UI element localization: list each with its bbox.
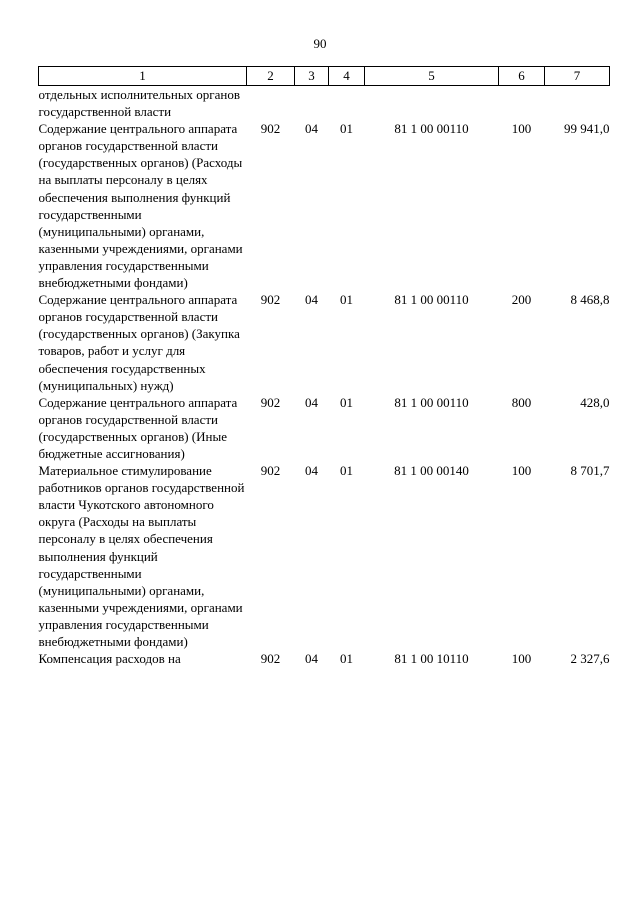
row-subsection: 01 [340, 292, 353, 308]
column-header-4: 4 [329, 67, 365, 86]
row-grbs: 902 [260, 463, 281, 479]
column-header-1: 1 [39, 67, 247, 86]
row-amount: 8 468,8 [570, 292, 610, 308]
row-amount: 428,0 [580, 394, 610, 410]
row-target-article: 81 1 00 00110 [394, 394, 469, 410]
row-expense-type: 800 [511, 394, 532, 410]
table-row [39, 650, 610, 667]
row-grbs: 902 [260, 651, 281, 667]
row-grbs: 902 [260, 394, 281, 410]
row-target-article: 81 1 00 00140 [394, 463, 469, 479]
column-header-5: 5 [365, 67, 499, 86]
continuation-text: отдельных исполнительных органов государственной власти [38, 87, 240, 120]
column-header-row [39, 67, 610, 86]
row-expense-type: 100 [511, 651, 532, 667]
column-header-7: 7 [545, 67, 610, 86]
row-section: 04 [305, 121, 318, 137]
row-section: 04 [305, 651, 318, 667]
row-target-article: 81 1 00 10110 [394, 651, 469, 667]
row-target-article: 81 1 00 00110 [394, 121, 469, 137]
table-row [39, 394, 610, 462]
row-description: Содержание центрального аппарата органов государственной власти (государственных органов) (Расходы на выплаты персоналу в целях обеспечения выполнения функций государственными (муниципальными) органами, казенными учреждениями, органами управления государственными внебюджетными фондами) [38, 121, 243, 291]
row-subsection: 01 [340, 651, 353, 667]
row-section: 04 [305, 394, 318, 410]
row-target-article: 81 1 00 00110 [394, 292, 469, 308]
budget-table [38, 66, 610, 667]
table-row [39, 291, 610, 394]
continuation-row [39, 86, 610, 121]
row-description: Содержание центрального аппарата органов государственной власти (государственных органов) (Закупка товаров, работ и услуг для обеспечения государственных (муниципальных) нужд) [38, 292, 240, 393]
row-expense-type: 200 [511, 292, 532, 308]
row-subsection: 01 [340, 121, 353, 137]
row-description: Материальное стимулирование работников органов государственной власти Чукотского автономного округа (Расходы на выплаты персоналу в целях обеспечения выполнения функций государственными (муниципальными) органами, казенными учреждениями, органами управления государственными внебюджетными фондами) [38, 463, 245, 649]
row-section: 04 [305, 463, 318, 479]
table-row [39, 462, 610, 650]
row-subsection: 01 [340, 394, 353, 410]
row-grbs: 902 [260, 121, 281, 137]
row-amount: 8 701,7 [570, 463, 610, 479]
row-subsection: 01 [340, 463, 353, 479]
row-section: 04 [305, 292, 318, 308]
table-row [39, 120, 610, 291]
row-expense-type: 100 [511, 121, 532, 137]
row-description: Компенсация расходов на [38, 651, 181, 667]
column-header-3: 3 [295, 67, 329, 86]
page-number: 90 [313, 36, 327, 51]
row-description: Содержание центрального аппарата органов государственной власти (государственных органов) (Иные бюджетные ассигнования) [38, 394, 238, 461]
row-expense-type: 100 [511, 463, 532, 479]
row-amount: 2 327,6 [570, 651, 610, 667]
row-grbs: 902 [260, 292, 281, 308]
column-header-6: 6 [499, 67, 545, 86]
column-header-2: 2 [247, 67, 295, 86]
row-amount: 99 941,0 [564, 121, 610, 137]
